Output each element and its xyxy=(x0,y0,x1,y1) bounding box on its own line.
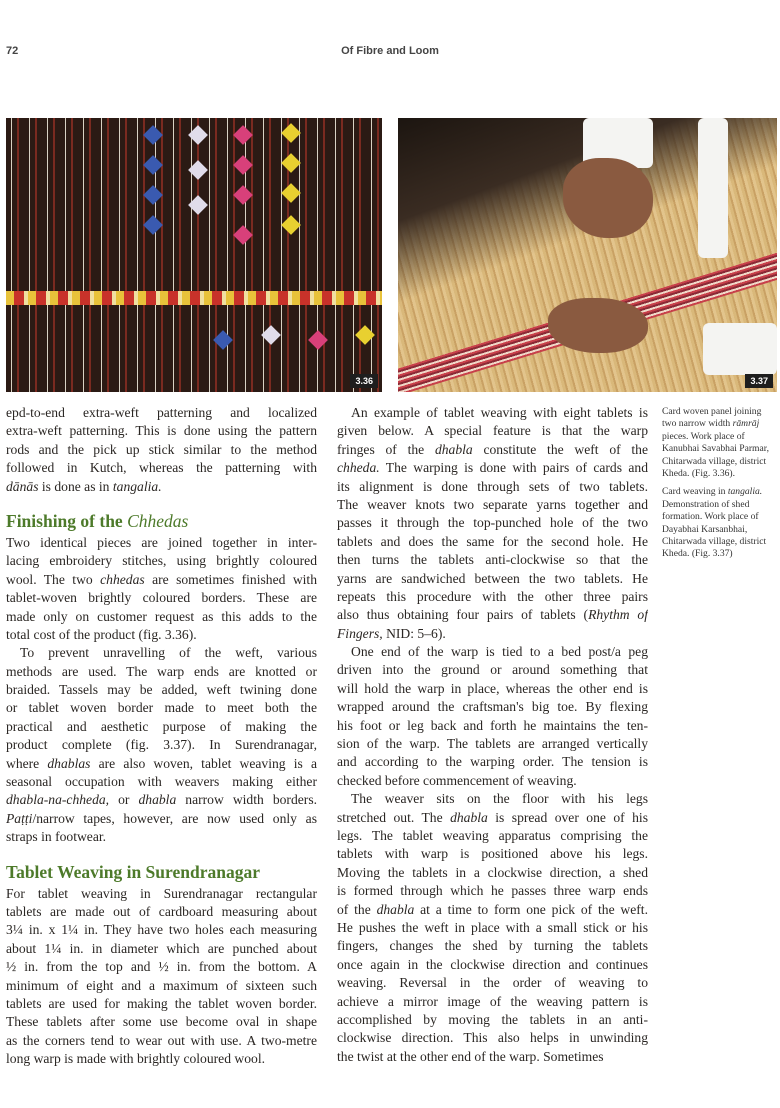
text-run: tablets are used for making the tablet woven border. xyxy=(6,995,317,1011)
text-run: will hold the warp in place, whereas the other end is xyxy=(337,680,648,696)
text-line xyxy=(6,755,317,773)
motif-diamond xyxy=(355,325,375,345)
text-line xyxy=(6,958,317,976)
motif-diamond xyxy=(233,125,253,145)
photo-card-weaving-demonstration xyxy=(398,118,777,392)
text-run: yarns are sandwiched between the two tablets. He xyxy=(337,570,648,586)
text-line xyxy=(6,459,317,477)
motif-diamond xyxy=(233,155,253,175)
text-line xyxy=(6,995,317,1013)
section-heading-finishing xyxy=(6,510,317,532)
text-line xyxy=(337,845,648,863)
text-run: is spread over one of his xyxy=(487,809,648,825)
text-run: Moving the tablets in a clockwise direction, a shed xyxy=(337,864,648,880)
text-run: lacing embroidery stitches, using brightly coloured xyxy=(6,553,317,569)
text-run: The weaver sits on the floor with his legs xyxy=(351,791,648,807)
text-run: achieve a mirror image of the weaving pattern is xyxy=(337,993,648,1009)
text-run: tablets are made out of cardboard measuring about xyxy=(6,903,317,919)
heading-italic-text: Chhedas xyxy=(127,510,189,531)
text-run: 3¼ in. x 1¼ in. They have two holes each measuring xyxy=(6,922,317,938)
text-run: his foot or leg back and forth he maintains the ten- xyxy=(337,717,648,733)
paragraph xyxy=(337,643,648,790)
text-run: the twist at the other end of the warp. Sometimes xyxy=(337,1048,604,1064)
text-line xyxy=(6,736,317,754)
italic-term: dhabla-na-chheda, xyxy=(6,792,110,808)
figure-captions xyxy=(662,406,778,567)
text-run: is formed through which he passes three warp ends xyxy=(337,883,648,899)
text-run: These tablets after some use become oval in shape xyxy=(6,1014,317,1030)
text-line xyxy=(6,571,317,589)
text-line xyxy=(6,791,317,809)
section-heading-tablet-weaving xyxy=(6,861,317,883)
text-run: NID: 5–6). xyxy=(382,625,446,641)
text-run: fringes of the xyxy=(337,441,435,457)
italic-term: dhabla xyxy=(450,809,488,825)
text-line xyxy=(6,977,317,995)
motif-diamond xyxy=(281,215,301,235)
text-line xyxy=(6,699,317,717)
text-run: wrapped around the craftsman's big toe. By flexing xyxy=(337,699,648,715)
page-number: 72 xyxy=(6,45,19,57)
text-run: followed in Kutch, whereas the patterning with xyxy=(6,460,317,476)
motif-diamond xyxy=(281,183,301,203)
italic-term: dhablas xyxy=(47,755,91,771)
text-line xyxy=(337,680,648,698)
text-run: braided. Tassels may be added, weft twining done xyxy=(6,682,317,698)
motif-diamond xyxy=(308,330,328,350)
text-line xyxy=(337,919,648,937)
shirt-sleeve xyxy=(698,118,728,258)
italic-term: Fingers, xyxy=(337,625,383,641)
text-run: tablets and does the same for the second hole. He xyxy=(337,533,648,549)
text-run: Card weaving in xyxy=(662,486,728,498)
text-run: An example of tablet weaving with eight tablets is xyxy=(351,405,648,420)
text-run: given below. A special feature is that the warp xyxy=(337,423,648,439)
text-run: about 1¼ in. in diameter which are punched about xyxy=(6,940,317,956)
paragraph xyxy=(6,404,317,496)
paragraph xyxy=(6,534,317,644)
text-line xyxy=(6,921,317,939)
text-run: epd-to-end extra-weft patterning and localized xyxy=(6,405,317,420)
text-run: The weaver knots two separate yarns together and xyxy=(337,496,648,512)
text-line xyxy=(337,459,648,477)
text-run: straps in footwear. xyxy=(6,829,107,845)
text-run: as the corners tend to wear out with use. A two-metre xyxy=(6,1032,317,1048)
text-run: total cost of the product (fig. 3.36). xyxy=(6,626,197,642)
italic-term: dhabla xyxy=(376,901,415,917)
running-title: Of Fibre and Loom xyxy=(341,45,439,57)
text-line xyxy=(6,681,317,699)
text-run: then turns the tablets anti-clockwise so that the xyxy=(337,552,648,568)
motif-diamond xyxy=(188,195,208,215)
text-line xyxy=(6,885,317,903)
text-line xyxy=(337,478,648,496)
text-line xyxy=(6,1050,317,1068)
text-line xyxy=(337,661,648,679)
text-run: rods and the pick up stick similar to the method xyxy=(6,441,317,457)
text-run: pieces. Work place of Kanubhai Savabhai Parmar, Chitarwada village, district Kheda. (Fig. 3.36). xyxy=(662,430,769,480)
text-run: product complete (fig. 3.37). In Surendranagar, xyxy=(6,737,317,753)
motif-diamond xyxy=(281,153,301,173)
motif-diamond xyxy=(188,160,208,180)
text-run: repeats this procedure with the other three pairs xyxy=(337,588,648,604)
text-line xyxy=(6,552,317,570)
text-line xyxy=(6,903,317,921)
text-line xyxy=(337,588,648,606)
italic-term: tangalia. xyxy=(112,478,162,494)
italic-term: dhabla xyxy=(138,792,177,808)
text-run: driven into the ground or around something that xyxy=(337,662,648,678)
text-line xyxy=(337,496,648,514)
text-run: and according to the warping order. The tension is xyxy=(337,754,648,770)
motif-diamond xyxy=(261,325,281,345)
paragraph xyxy=(6,644,317,846)
heading-text: Finishing of the xyxy=(6,510,128,531)
text-line xyxy=(337,422,648,440)
text-run: of the xyxy=(337,901,377,917)
weaver-hand xyxy=(548,298,648,353)
text-line xyxy=(6,810,317,828)
text-run: where xyxy=(6,755,48,771)
text-line xyxy=(337,956,648,974)
text-line xyxy=(337,753,648,771)
text-line xyxy=(6,828,317,846)
text-run: constitute the weft of the xyxy=(472,441,648,457)
paragraph xyxy=(6,885,317,1069)
text-run: sion of the warp. The tablets are arranged vertically xyxy=(337,736,648,752)
text-line xyxy=(337,551,648,569)
italic-term: dānās xyxy=(6,478,39,494)
text-line xyxy=(6,1032,317,1050)
text-line xyxy=(6,940,317,958)
text-line xyxy=(337,1011,648,1029)
text-line xyxy=(337,441,648,459)
text-line xyxy=(337,625,648,643)
figure-number: 3.36 xyxy=(350,374,378,388)
text-line xyxy=(6,534,317,552)
text-line xyxy=(337,514,648,532)
text-line xyxy=(337,643,648,661)
text-run: To prevent unravelling of the weft, various xyxy=(20,645,317,661)
text-line xyxy=(337,735,648,753)
text-run: Two identical pieces are joined together in inter- xyxy=(6,534,317,550)
text-line xyxy=(337,570,648,588)
text-line xyxy=(337,1029,648,1047)
text-line xyxy=(6,589,317,607)
text-line xyxy=(6,718,317,736)
text-run: Demonstration of shed formation. Work place of Dayabhai Karsanbhai, Chitarwada village, district Kheda. (Fig. 3.37) xyxy=(662,498,767,560)
text-run: wool. The two xyxy=(6,571,101,587)
text-run: /narrow tapes, however, are now used only as xyxy=(32,810,317,826)
text-line xyxy=(6,422,317,440)
motif-diamond xyxy=(143,125,163,145)
italic-term: tangalia. xyxy=(727,486,763,498)
text-run: tablet-woven brightly coloured borders. These are xyxy=(6,590,317,606)
text-line xyxy=(337,790,648,808)
photo-card-woven-panel xyxy=(6,118,382,392)
motif-diamond xyxy=(143,215,163,235)
text-run: narrow width borders. xyxy=(176,792,317,808)
text-line xyxy=(337,1048,648,1066)
text-run: He pushes the weft in place with a small stick or his xyxy=(337,919,648,935)
text-run: made only on customer request as this adds to the xyxy=(6,608,317,624)
motif-diamond xyxy=(188,125,208,145)
shirt-sleeve xyxy=(703,323,777,375)
middle-text-column xyxy=(337,404,648,1066)
motif-diamond xyxy=(213,330,233,350)
text-line xyxy=(337,937,648,955)
left-text-column xyxy=(6,404,317,1069)
text-run: also thus obtaining four pairs of tablets ( xyxy=(337,607,589,623)
text-line xyxy=(337,827,648,845)
text-line xyxy=(337,533,648,551)
text-line xyxy=(6,773,317,791)
text-run: its alignment is done through sets of two tablets. xyxy=(337,478,648,494)
caption-fig-3-36 xyxy=(662,406,778,480)
text-run: One end of the warp is tied to a bed post/a peg xyxy=(351,644,648,660)
text-run: tablets with warp is positioned above his legs. xyxy=(337,846,648,862)
text-run: are also woven, tablet weaving is a xyxy=(90,755,317,771)
text-run: weaving. Reversal in the order of weaving to xyxy=(337,975,648,991)
text-line xyxy=(337,698,648,716)
text-run: are sometimes finished with xyxy=(144,571,317,587)
text-run: Card woven panel joining two narrow width xyxy=(662,406,762,430)
text-run: The warping is done with pairs of cards and xyxy=(379,460,648,476)
text-run: once again in the clockwise direction and continues xyxy=(337,956,648,972)
text-line xyxy=(337,809,648,827)
text-line xyxy=(337,864,648,882)
text-run: accomplished by moving the tablets in an anti- xyxy=(337,1011,648,1027)
text-line xyxy=(6,608,317,626)
text-run: at a time to form one pick of the weft. xyxy=(414,901,648,917)
text-line xyxy=(337,404,648,422)
text-run: seasonal occupation with weavers making either xyxy=(6,774,317,790)
text-run: is done as in xyxy=(38,478,113,494)
text-line xyxy=(337,901,648,919)
italic-term: rāmrāj xyxy=(732,418,760,430)
text-run: stretched out. The xyxy=(337,809,451,825)
text-run: methods are used. The warp ends are knotted or xyxy=(6,663,317,679)
motif-diamond xyxy=(281,123,301,143)
italic-term: Rhythm of xyxy=(588,607,648,623)
text-run: legs. The tablet weaving apparatus comprising the xyxy=(337,827,648,843)
text-line xyxy=(6,404,317,422)
text-run: ½ in. from the top and ½ in. from the bottom. A xyxy=(6,959,317,975)
figure-number: 3.37 xyxy=(745,374,773,388)
text-run: or tablet woven border made to meet both the xyxy=(6,700,317,716)
italic-term: dhabla xyxy=(434,441,473,457)
text-run: minimum of eight and a maximum of sixteen such xyxy=(6,977,317,993)
text-line xyxy=(6,478,317,496)
italic-term: chheda. xyxy=(337,460,380,476)
text-run: For tablet weaving in Surendranagar rectangular xyxy=(6,885,317,901)
motif-diamond xyxy=(233,185,253,205)
text-run: fingers, changes the shed by turning the tablets xyxy=(337,938,648,954)
text-line xyxy=(6,644,317,662)
motif-diamond xyxy=(143,155,163,175)
text-line xyxy=(6,663,317,681)
paragraph xyxy=(337,404,648,643)
paragraph xyxy=(337,790,648,1066)
woven-border-band xyxy=(6,291,382,305)
text-run: extra-weft patterning. This is done using the pattern xyxy=(6,423,317,439)
italic-term: Paṭṭi xyxy=(6,810,33,826)
text-run: long warp is made with brightly coloured wool. xyxy=(6,1051,265,1067)
text-line xyxy=(6,626,317,644)
text-line xyxy=(337,882,648,900)
text-run: practical and aesthetic purpose of making the xyxy=(6,718,317,734)
text-line xyxy=(337,993,648,1011)
text-line xyxy=(337,772,648,790)
motif-diamond xyxy=(233,225,253,245)
text-line xyxy=(6,1013,317,1031)
text-run: or xyxy=(109,792,139,808)
italic-term: chhedas xyxy=(100,571,145,587)
weaver-hand xyxy=(563,158,653,238)
text-line xyxy=(6,441,317,459)
text-line xyxy=(337,717,648,735)
text-run: checked before commencement of weaving. xyxy=(337,772,577,788)
caption-fig-3-37 xyxy=(662,486,778,560)
heading-text: Tablet Weaving in Surendranagar xyxy=(6,861,260,882)
text-line xyxy=(337,606,648,624)
motif-diamond xyxy=(143,185,163,205)
text-run: clockwise direction. This also helps in unwinding xyxy=(337,1030,648,1046)
text-run: passes it through the top-punched hole of the two xyxy=(337,515,648,531)
text-line xyxy=(337,974,648,992)
